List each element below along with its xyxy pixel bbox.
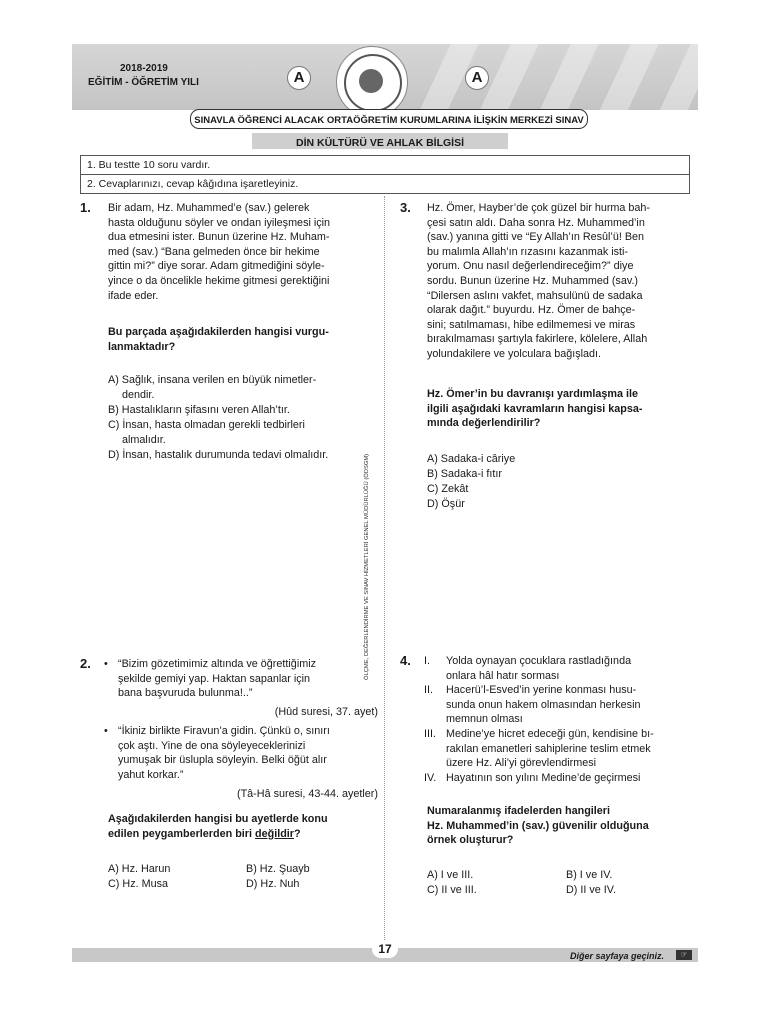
- question-2-prompt: Aşağıdakilerden hangisi bu ayetlerde konu edilen peygamberlerden biri değildir?: [108, 813, 328, 840]
- page-number: 17: [372, 940, 398, 958]
- next-page-note: Diğer sayfaya geçiniz.: [570, 951, 665, 961]
- option-d: D) II ve IV.: [566, 884, 617, 896]
- question-3-body: Hz. Ömer, Hayber’de çok güzel bir hurma bah- çesi satın aldı. Daha sonra Hz. Muhammed’in (sav.) yanına gitti ve “Ey Allah’ın Resûl’ü! Ben bu malımla Allah’ın rızasını kazanmak isti- yorum. Onu nasıl değerlendireceğim?” diye sordu. Bunun üzerine Hz. Muhammed (sav.) “Dilersen aslını vakfet, mahsulünü de sadaka olarak dağıt.” buyurdu. Hz. Ömer de bahçe- sini; satılmaması, hibe edilmemesi ve miras bırakılmaması şartıyla fakirlere, kölelere, Allah yolundakilere ve yolculara bağışladı.: [427, 202, 651, 360]
- question-1-body: Bir adam, Hz. Muhammed’e (sav.) gelerek hasta olduğunu söyler ve ondan iyileşmesi için dua etmesini ister. Bunun üzerine Hz. Muham- med (sav.) “Bana gelmeden önce bir hekime gittin mi?” diye sorar. Adam gitmediğini söyle- yince o da öncelikle hekime gitmesi gerektiğini ifade eder.: [108, 202, 331, 302]
- question-4-items: [424, 654, 700, 785]
- option-c: C) II ve III.: [427, 884, 477, 896]
- question-1-options: [108, 373, 380, 463]
- column-divider: [384, 196, 385, 944]
- ministry-logo-icon: [336, 46, 408, 118]
- question-2-number: 2.: [80, 656, 91, 671]
- question-3-number: 3.: [400, 200, 411, 215]
- option-a: A) Sadaka-i câriye: [427, 453, 516, 465]
- instructions-box: [80, 155, 690, 194]
- option-b: B) I ve IV.: [566, 869, 613, 881]
- subject-box: [252, 133, 508, 149]
- option-b: B) Hastalıkların şifasını veren Allah’tır.: [108, 404, 290, 416]
- question-3-options: [427, 452, 627, 512]
- exam-title-box: [190, 109, 588, 129]
- pointing-hand-icon: ☞: [676, 950, 692, 960]
- option-a: A) I ve III.: [427, 869, 474, 881]
- item-1: I. Yolda oynayan çocuklara rastladığında onlara hâl hatır sorması: [424, 655, 632, 682]
- question-2-source-2: (Tâ-Hâ suresi, 43-44. ayetler): [236, 788, 378, 800]
- exam-title: SINAVLA ÖĞRENCİ ALACAK ORTAÖĞRETİM KURUMLARINA İLİŞKİN MERKEZİ SINAV: [194, 115, 584, 126]
- option-a: A) Hz. Harun: [108, 863, 171, 875]
- side-organization-text: ÖLÇME, DEĞERLENDİRME VE SINAV HİZMETLERİ GENEL MÜDÜRLÜĞÜ (ÖDSGM): [364, 453, 370, 680]
- question-2-quote-2: “İkiniz birlikte Firavun’a gidin. Çünkü o, sınırı çok aştı. Yine de ona söyleyeceklerinizi yumuşak bir üslupla söyleyin. Belki öğüt alır yahut korkar.”: [118, 725, 330, 781]
- option-c: C) İnsan, hasta olmadan gerekli tedbirleri almalıdır.: [108, 419, 305, 446]
- question-4-options-right: [566, 868, 696, 898]
- option-d: D) Hz. Nuh: [246, 878, 300, 890]
- item-2: II. Hacerü’l-Esved’in yerine konması husu- sunda onun hakem olmasından herkesin memnun olması: [424, 684, 641, 726]
- instruction-1: 1. Bu testte 10 soru vardır.: [87, 159, 211, 171]
- question-1-number: 1.: [80, 200, 91, 215]
- question-2-options-right: [246, 862, 376, 892]
- question-2-source-1: (Hûd suresi, 37. ayet): [274, 706, 378, 718]
- option-d: D) İnsan, hastalık durumunda tedavi olmalıdır.: [108, 449, 329, 461]
- booklet-type-left: A: [287, 66, 311, 90]
- bullet-icon: •: [104, 725, 108, 737]
- question-2-quote-1: “Bizim gözetimimiz altında ve öğrettiğimiz şekilde gemiyi yap. Haktan sapanlar için bana başvuruda bulunma!..”: [118, 658, 317, 700]
- instruction-2: 2. Cevaplarınızı, cevap kâğıdına işaretleyiniz.: [81, 174, 689, 193]
- subject-title: DİN KÜLTÜRÜ VE AHLAK BİLGİSİ: [296, 137, 464, 149]
- question-4-options-left: [427, 868, 557, 898]
- question-1-prompt: Bu parçada aşağıdakilerden hangisi vurgu- lanmaktadır?: [108, 326, 329, 353]
- question-4-number: 4.: [400, 653, 411, 668]
- option-d: D) Öşür: [427, 498, 465, 510]
- option-c: C) Hz. Musa: [108, 878, 168, 890]
- question-3-prompt: Hz. Ömer’in bu davranışı yardımlaşma ile ilgili aşağıdaki kavramların hangisi kapsa- mında değerlendirilir?: [427, 388, 643, 430]
- school-year: 2018-2019: [120, 63, 168, 74]
- school-year-label: EĞİTİM - ÖĞRETİM YILI: [88, 77, 199, 88]
- item-3: III. Medine’ye hicret edeceği gün, kendisine bı- rakılan emanetleri sahiplerine teslim etmek üzere Hz. Ali’yi görevlendirmesi: [424, 727, 654, 770]
- booklet-type-right: A: [465, 66, 489, 90]
- option-c: C) Zekât: [427, 483, 469, 495]
- bullet-icon: •: [104, 658, 108, 670]
- question-2-options-left: [108, 862, 238, 892]
- item-4: IV. Hayatının son yılını Medine’de geçirmesi: [424, 771, 641, 784]
- question-4-prompt: Numaralanmış ifadelerden hangileri Hz. Muhammed’in (sav.) güvenilir olduğuna örnek oluşturur?: [427, 805, 649, 847]
- option-a: A) Sağlık, insana verilen en büyük nimetler- dendir.: [108, 374, 317, 401]
- option-b: B) Hz. Şuayb: [246, 863, 310, 875]
- option-b: B) Sadaka-i fıtır: [427, 468, 503, 480]
